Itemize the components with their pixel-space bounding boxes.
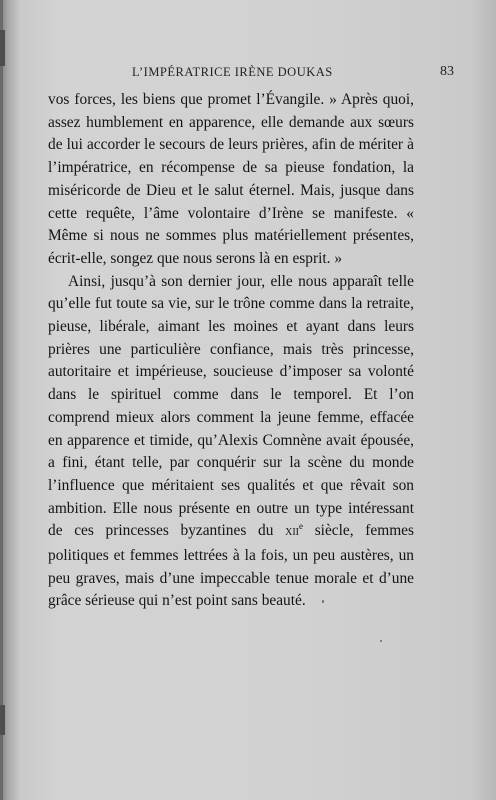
binding-mark <box>0 30 5 66</box>
century-numeral: XII <box>285 527 299 539</box>
paragraph <box>48 271 414 614</box>
century-suffix: e <box>299 521 303 532</box>
page-number: 83 <box>440 64 454 79</box>
paragraph-text: Ainsi, jusqu’à son dernier jour, elle nous apparaît telle qu’elle fut toute sa vie, sur le trône comme dans la retraite, pieuse, libérale, aimant les moines et ayant dans leurs prières une particulière confiance, mais très princesse, autoritaire et impérieuse, soucieuse d’imposer sa volonté dans le spirituel comme dans le temporel. Et l’on comprend mieux alors comment la jeune femme, effacée en apparence et timide, qu’Alexis Comnène avait épousée, a fini, étant telle, par conquérir sur la scène du monde l’influence que méritaient ses qualités et que rêvait son ambition. Elle nous présente en outre un type intéressant de ces princesses byzantines du <box>48 272 414 540</box>
binding-mark <box>0 705 5 735</box>
paragraph-text: vos forces, les biens que promet l’Évangile. » Après quoi, assez humblement en apparence, elle demande aux sœurs de lui accorder le secours de leurs prières, afin de mériter à l’impératrice, en récompense de sa pieuse fondation, la miséricorde de Dieu et le salut éternel. Mais, jusque dans cette requête, l’âme volontaire d’Irène se manifeste. « Même si nous ne sommes plus matériellement présentes, écrit-elle, songez que nous serons là en esprit. » <box>48 91 414 267</box>
binding-shadow <box>0 0 3 800</box>
running-head <box>48 60 454 84</box>
paragraph-text: siècle, femmes politiques et femmes lettrées à la fois, un peu austères, un peu graves, mais d’une impeccable tenue morale et d’une grâce sérieuse qui n’est point sans beauté. <box>48 522 414 610</box>
body-text <box>48 89 414 613</box>
paragraph <box>48 89 414 271</box>
paper-speck <box>322 600 324 603</box>
running-head-title: L’IMPÉRATRICE IRÈNE DOUKAS <box>132 65 333 79</box>
paper-speck <box>380 640 382 642</box>
